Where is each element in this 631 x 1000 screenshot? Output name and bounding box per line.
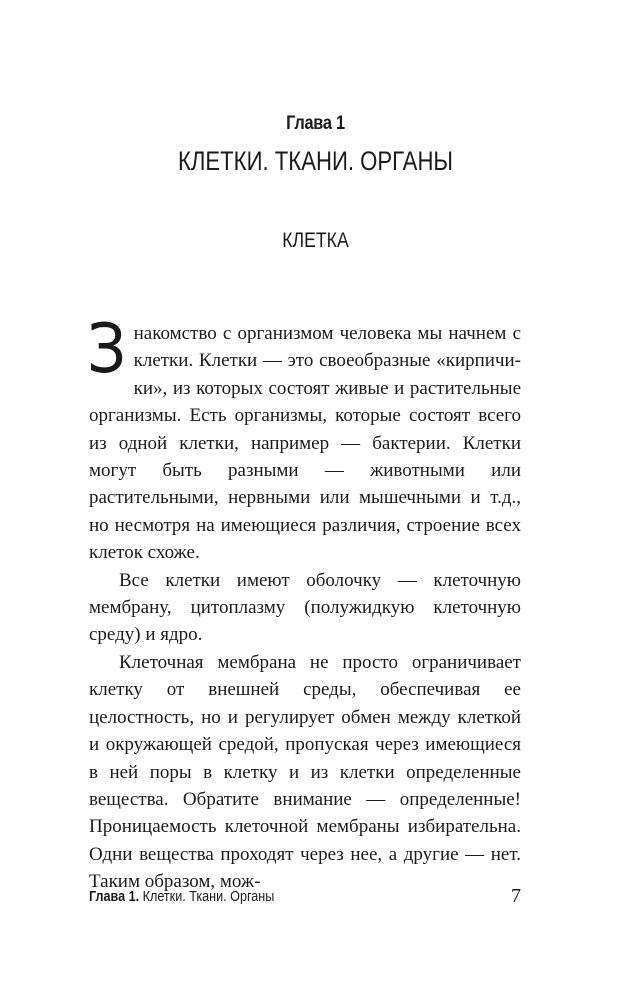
drop-cap: З bbox=[87, 310, 127, 389]
paragraph-text: накомство с организмом человека мы начнем с клетки. Клетки — это своеобразные «кирпичики», из которых состоят живые и растительные организмы. Есть организмы, которые состоят всего из одной клетки, например — бактерии. Клетки могут быть разными — животными или растительными, нервными или мышечными и т.д., но несмотря на имеющиеся различия, строение всех клеток схоже. bbox=[89, 323, 521, 564]
paragraph bbox=[87, 310, 521, 567]
chapter-label: Глава 1 bbox=[286, 113, 345, 134]
page-number: 7 bbox=[511, 885, 521, 907]
paragraph: Клеточная мембрана не просто ограничивает клетку от внешней среды, обеспечивая ее целостность, но и регулирует обмен между клеткой и окружающей средой, пропуская через имеющиеся в ней поры в клетку и из клетки определенные вещества. Обратите внимание — определенные! Проницаемость клеточной мембраны избирательна. Одни вещества проходят через нее, а другие — нет. Таким образом, мож- bbox=[89, 651, 521, 893]
running-footer bbox=[89, 888, 274, 905]
footer-chapter-ref: Глава 1. bbox=[89, 888, 140, 905]
section-title: КЛЕТКА bbox=[282, 229, 349, 252]
paragraph: Все клетки имеют оболочку — клеточную мембрану, цитоплазму (полужидкую клеточную среду) и ядро. bbox=[89, 569, 521, 646]
body-text bbox=[87, 310, 521, 896]
chapter-title: КЛЕТКИ. ТКАНИ. ОРГАНЫ bbox=[177, 146, 454, 176]
page-footer bbox=[89, 885, 521, 909]
footer-chapter-name: Клетки. Ткани. Органы bbox=[142, 888, 275, 905]
